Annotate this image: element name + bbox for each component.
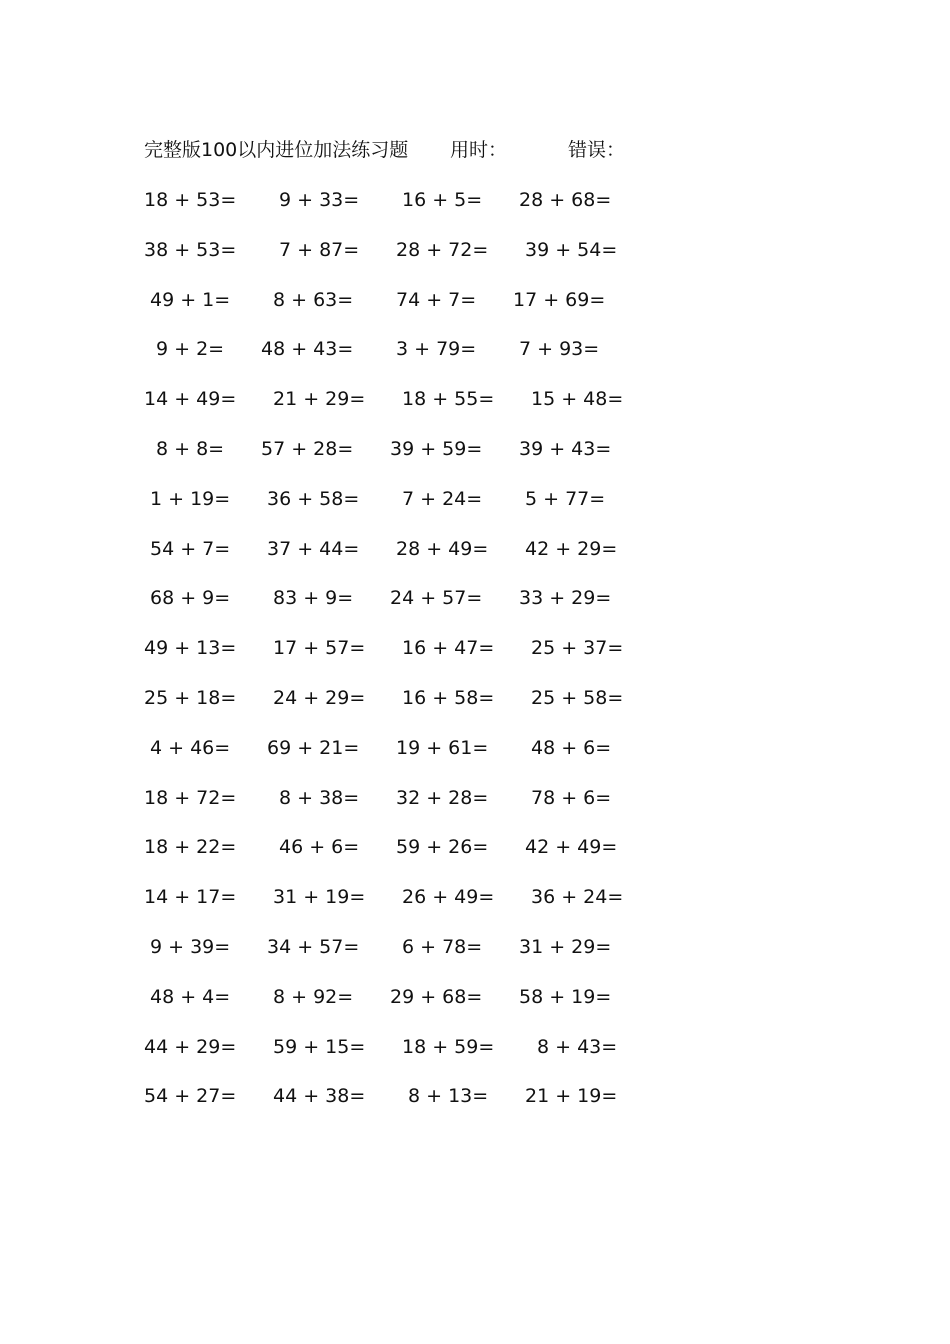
addition-problem: 74 + 7= bbox=[396, 289, 477, 311]
addition-problem: 21 + 19= bbox=[525, 1085, 618, 1107]
addition-problem: 9 + 39= bbox=[150, 936, 231, 958]
addition-problem: 1 + 19= bbox=[150, 488, 231, 510]
addition-problem: 38 + 53= bbox=[144, 239, 237, 261]
problem-row bbox=[0, 1033, 950, 1061]
addition-problem: 37 + 44= bbox=[267, 538, 360, 560]
problem-row bbox=[0, 684, 950, 712]
addition-problem: 54 + 27= bbox=[144, 1085, 237, 1107]
addition-problem: 9 + 33= bbox=[279, 189, 360, 211]
addition-problem: 16 + 47= bbox=[402, 637, 495, 659]
addition-problem: 44 + 29= bbox=[144, 1036, 237, 1058]
addition-problem: 78 + 6= bbox=[531, 787, 612, 809]
addition-problem: 49 + 13= bbox=[144, 637, 237, 659]
addition-problem: 69 + 21= bbox=[267, 737, 360, 759]
addition-problem: 25 + 58= bbox=[531, 687, 624, 709]
addition-problem: 8 + 38= bbox=[279, 787, 360, 809]
addition-problem: 8 + 8= bbox=[156, 438, 225, 460]
addition-problem: 39 + 43= bbox=[519, 438, 612, 460]
addition-problem: 32 + 28= bbox=[396, 787, 489, 809]
addition-problem: 7 + 93= bbox=[519, 338, 600, 360]
addition-problem: 7 + 87= bbox=[279, 239, 360, 261]
addition-problem: 6 + 78= bbox=[402, 936, 483, 958]
addition-problem: 16 + 5= bbox=[402, 189, 483, 211]
addition-problem: 18 + 22= bbox=[144, 836, 237, 858]
addition-problem: 48 + 6= bbox=[531, 737, 612, 759]
addition-problem: 17 + 69= bbox=[513, 289, 606, 311]
addition-problem: 18 + 55= bbox=[402, 388, 495, 410]
problem-row bbox=[0, 784, 950, 812]
addition-problem: 48 + 4= bbox=[150, 986, 231, 1008]
addition-problem: 28 + 68= bbox=[519, 189, 612, 211]
addition-problem: 25 + 37= bbox=[531, 637, 624, 659]
problem-row bbox=[0, 485, 950, 513]
addition-problem: 8 + 92= bbox=[273, 986, 354, 1008]
addition-problem: 68 + 9= bbox=[150, 587, 231, 609]
addition-problem: 34 + 57= bbox=[267, 936, 360, 958]
problem-row bbox=[0, 236, 950, 264]
addition-problem: 18 + 72= bbox=[144, 787, 237, 809]
addition-problem: 8 + 43= bbox=[537, 1036, 618, 1058]
problem-row bbox=[0, 933, 950, 961]
addition-problem: 46 + 6= bbox=[279, 836, 360, 858]
addition-problem: 16 + 58= bbox=[402, 687, 495, 709]
addition-problem: 36 + 58= bbox=[267, 488, 360, 510]
addition-problem: 18 + 53= bbox=[144, 189, 237, 211]
addition-problem: 14 + 17= bbox=[144, 886, 237, 908]
addition-problem: 57 + 28= bbox=[261, 438, 354, 460]
addition-problem: 33 + 29= bbox=[519, 587, 612, 609]
addition-problem: 24 + 57= bbox=[390, 587, 483, 609]
addition-problem: 29 + 68= bbox=[390, 986, 483, 1008]
addition-problem: 19 + 61= bbox=[396, 737, 489, 759]
problem-row bbox=[0, 833, 950, 861]
problem-row bbox=[0, 734, 950, 762]
addition-problem: 18 + 59= bbox=[402, 1036, 495, 1058]
addition-problem: 24 + 29= bbox=[273, 687, 366, 709]
problem-row bbox=[0, 584, 950, 612]
problem-row bbox=[0, 1082, 950, 1110]
problem-row bbox=[0, 535, 950, 563]
addition-problem: 49 + 1= bbox=[150, 289, 231, 311]
addition-problem: 5 + 77= bbox=[525, 488, 606, 510]
addition-problem: 39 + 59= bbox=[390, 438, 483, 460]
addition-problem: 28 + 49= bbox=[396, 538, 489, 560]
problem-row bbox=[0, 335, 950, 363]
addition-problem: 8 + 13= bbox=[408, 1085, 489, 1107]
addition-problem: 31 + 19= bbox=[273, 886, 366, 908]
addition-problem: 26 + 49= bbox=[402, 886, 495, 908]
addition-problem: 39 + 54= bbox=[525, 239, 618, 261]
addition-problem: 25 + 18= bbox=[144, 687, 237, 709]
addition-problem: 28 + 72= bbox=[396, 239, 489, 261]
addition-problem: 54 + 7= bbox=[150, 538, 231, 560]
time-label: 用时： bbox=[450, 139, 508, 161]
problem-row bbox=[0, 186, 950, 214]
addition-problem: 21 + 29= bbox=[273, 388, 366, 410]
worksheet-title: 完整版100以内进位加法练习题 bbox=[144, 139, 409, 161]
addition-problem: 44 + 38= bbox=[273, 1085, 366, 1107]
addition-problem: 36 + 24= bbox=[531, 886, 624, 908]
addition-problem: 8 + 63= bbox=[273, 289, 354, 311]
addition-problem: 59 + 26= bbox=[396, 836, 489, 858]
addition-problem: 3 + 79= bbox=[396, 338, 477, 360]
addition-problem: 4 + 46= bbox=[150, 737, 231, 759]
problem-row bbox=[0, 883, 950, 911]
addition-problem: 58 + 19= bbox=[519, 986, 612, 1008]
addition-problem: 14 + 49= bbox=[144, 388, 237, 410]
problem-row bbox=[0, 286, 950, 314]
addition-problem: 31 + 29= bbox=[519, 936, 612, 958]
addition-problem: 7 + 24= bbox=[402, 488, 483, 510]
addition-problem: 15 + 48= bbox=[531, 388, 624, 410]
errors-label: 错误： bbox=[568, 139, 626, 161]
problem-row bbox=[0, 634, 950, 662]
problem-row bbox=[0, 983, 950, 1011]
addition-problem: 59 + 15= bbox=[273, 1036, 366, 1058]
addition-problem: 9 + 2= bbox=[156, 338, 225, 360]
addition-problem: 83 + 9= bbox=[273, 587, 354, 609]
addition-problem: 48 + 43= bbox=[261, 338, 354, 360]
problem-row bbox=[0, 385, 950, 413]
addition-problem: 17 + 57= bbox=[273, 637, 366, 659]
addition-problem: 42 + 49= bbox=[525, 836, 618, 858]
addition-problem: 42 + 29= bbox=[525, 538, 618, 560]
problem-row bbox=[0, 435, 950, 463]
